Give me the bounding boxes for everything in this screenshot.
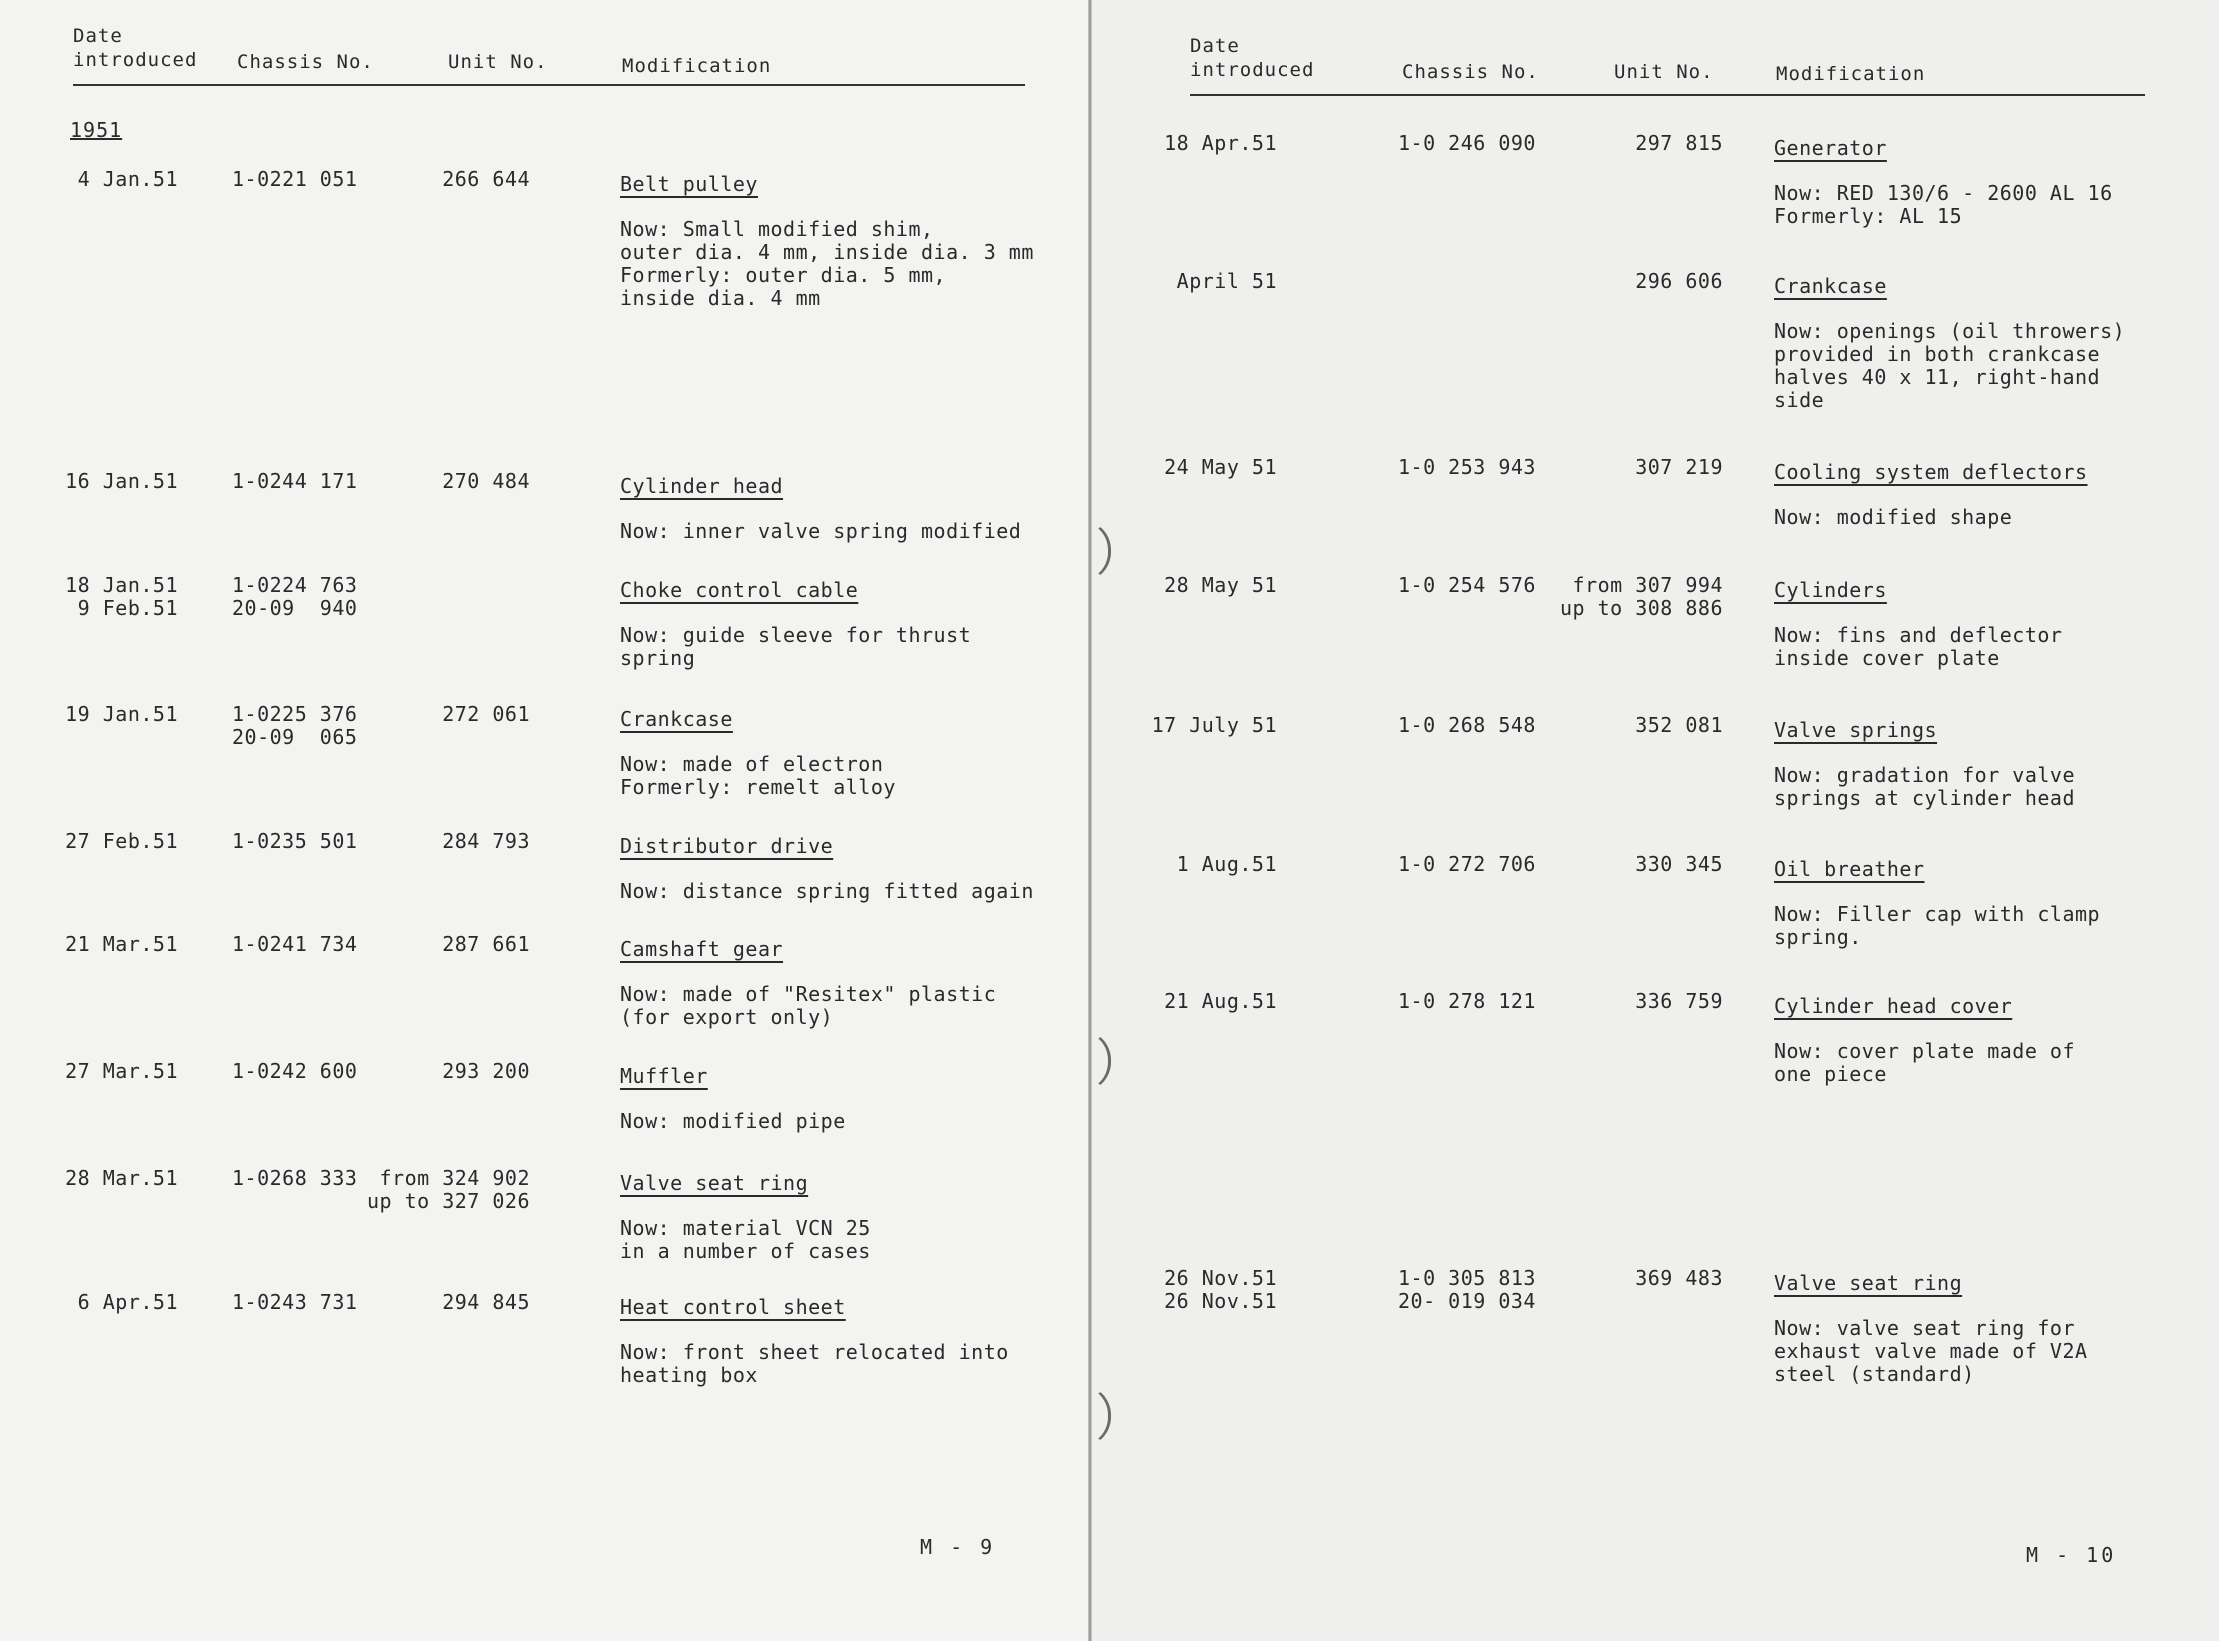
modification — [1774, 995, 2075, 1086]
modification-description: Now: fins and deflector inside cover plate — [1774, 623, 2063, 670]
unit-number: from 324 902 up to 327 026 — [366, 1166, 530, 1213]
chassis-number: 1-0 254 576 — [1398, 573, 1536, 597]
modification-description: Now: front sheet relocated into heating box — [620, 1340, 1009, 1387]
modification-description: Now: material VCN 25 in a number of cases — [620, 1216, 871, 1263]
date-introduced: 28 May 51 — [1164, 573, 1277, 597]
unit-number: 284 793 — [442, 829, 530, 853]
left-header-date: Date introduced — [73, 25, 198, 71]
chassis-number: 1-0241 734 — [232, 932, 358, 956]
modification-description: Now: made of electron Formerly: remelt alloy — [620, 752, 896, 799]
modification — [620, 1172, 871, 1263]
modification-description: Now: gradation for valve springs at cylinder head — [1774, 763, 2075, 810]
modification — [620, 708, 896, 799]
date-introduced: 27 Feb.51 — [65, 829, 178, 853]
chassis-number: 1-0244 171 — [232, 469, 358, 493]
right-header-rule — [1190, 94, 2145, 96]
date-introduced: 16 Jan.51 — [65, 469, 178, 493]
left-header-unit: Unit No. — [448, 51, 548, 73]
unit-number: 336 759 — [1635, 989, 1723, 1013]
modification-title: Generator — [1774, 136, 1887, 160]
chassis-number: 1-0224 763 20-09 940 — [232, 573, 358, 620]
modification-description: Now: valve seat ring for exhaust valve made of V2A steel (standard) — [1774, 1316, 2088, 1386]
date-introduced: 26 Nov.51 26 Nov.51 — [1164, 1266, 1277, 1313]
unit-number: 297 815 — [1635, 131, 1723, 155]
right-page-number: M - 10 — [2026, 1543, 2117, 1567]
modification-title: Muffler — [620, 1064, 708, 1088]
modification-description: Now: modified shape — [1774, 505, 2013, 529]
chassis-number: 1-0 268 548 — [1398, 713, 1536, 737]
date-introduced: 27 Mar.51 — [65, 1059, 178, 1083]
date-introduced: 21 Aug.51 — [1164, 989, 1277, 1013]
date-introduced: 17 July 51 — [1151, 713, 1277, 737]
modification — [1774, 1272, 2088, 1386]
modification — [1774, 137, 2113, 228]
unit-number: 272 061 — [442, 702, 530, 726]
chassis-number: 1-0235 501 — [232, 829, 358, 853]
modification-title: Belt pulley — [620, 172, 758, 196]
chassis-number: 1-0268 333 — [232, 1166, 358, 1190]
unit-number: 369 483 — [1635, 1266, 1723, 1290]
modification — [620, 938, 996, 1029]
modification — [620, 579, 971, 670]
modification-title: Valve seat ring — [1774, 1271, 1963, 1295]
modification-description: Now: made of "Resitex" plastic (for export only) — [620, 982, 997, 1029]
right-page — [1092, 0, 2219, 1641]
modification-title: Valve seat ring — [620, 1171, 809, 1195]
right-header-date: Date introduced — [1190, 35, 1315, 81]
modification — [1774, 275, 2125, 412]
chassis-number: 1-0 253 943 — [1398, 455, 1536, 479]
modification-description: Now: guide sleeve for thrust spring — [620, 623, 972, 670]
date-introduced: 19 Jan.51 — [65, 702, 178, 726]
modification-title: Choke control cable — [620, 578, 859, 602]
modification — [620, 475, 1021, 543]
modification-title: Crankcase — [1774, 274, 1887, 298]
right-header-chassis: Chassis No. — [1402, 61, 1539, 83]
unit-number: 296 606 — [1635, 269, 1723, 293]
date-introduced: 6 Apr.51 — [77, 1290, 178, 1314]
modification-description: Now: inner valve spring modified — [620, 519, 1022, 543]
left-header-modification: Modification — [622, 55, 772, 77]
modification-description: Now: modified pipe — [620, 1109, 846, 1133]
modification-description: Now: Small modified shim, outer dia. 4 mm, inside dia. 3 mm Formerly: outer dia. 5 mm, inside dia. 4 mm — [620, 217, 1034, 310]
unit-number: 293 200 — [442, 1059, 530, 1083]
chassis-number: 1-0225 376 20-09 065 — [232, 702, 358, 749]
modification-title: Camshaft gear — [620, 937, 784, 961]
date-introduced: 4 Jan.51 — [77, 167, 178, 191]
modification-title: Heat control sheet — [620, 1295, 846, 1319]
right-header-modification: Modification — [1776, 63, 1926, 85]
left-page-number: M - 9 — [920, 1535, 996, 1559]
date-introduced: 1 Aug.51 — [1176, 852, 1277, 876]
unit-number: 294 845 — [442, 1290, 530, 1314]
chassis-number: 1-0243 731 — [232, 1290, 358, 1314]
modification — [1774, 858, 2100, 949]
date-introduced: April 51 — [1176, 269, 1277, 293]
left-header-rule — [73, 84, 1025, 86]
modification-title: Oil breather — [1774, 857, 1925, 881]
modification — [1774, 461, 2088, 529]
modification-title: Valve springs — [1774, 718, 1938, 742]
date-introduced: 18 Jan.51 9 Feb.51 — [65, 573, 178, 620]
unit-number: 270 484 — [442, 469, 530, 493]
modification — [1774, 579, 2062, 670]
unit-number: 330 345 — [1635, 852, 1723, 876]
modification-title: Cylinder head — [620, 474, 784, 498]
chassis-number: 1-0242 600 — [232, 1059, 358, 1083]
left-year: 1951 — [70, 118, 123, 142]
modification-description: Now: Filler cap with clamp spring. — [1774, 902, 2101, 949]
chassis-number: 1-0 305 813 20- 019 034 — [1398, 1266, 1536, 1313]
unit-number: 266 644 — [442, 167, 530, 191]
modification-description: Now: RED 130/6 - 2600 AL 16 Formerly: AL 15 — [1774, 181, 2113, 228]
modification-description: Now: openings (oil throwers) provided in both crankcase halves 40 x 11, right-hand side — [1774, 319, 2126, 412]
unit-number: 287 661 — [442, 932, 530, 956]
modification — [620, 1065, 846, 1133]
modification — [620, 173, 1034, 310]
chassis-number: 1-0221 051 — [232, 167, 358, 191]
chassis-number: 1-0 246 090 — [1398, 131, 1536, 155]
unit-number: from 307 994 up to 308 886 — [1559, 573, 1723, 620]
unit-number: 352 081 — [1635, 713, 1723, 737]
left-header-chassis: Chassis No. — [237, 51, 374, 73]
modification-description: Now: cover plate made of one piece — [1774, 1039, 2075, 1086]
date-introduced: 21 Mar.51 — [65, 932, 178, 956]
modification-title: Cylinders — [1774, 578, 1887, 602]
chassis-number: 1-0 278 121 — [1398, 989, 1536, 1013]
modification — [1774, 719, 2075, 810]
modification-description: Now: distance spring fitted again — [620, 879, 1034, 903]
modification-title: Cylinder head cover — [1774, 994, 2013, 1018]
modification-title: Distributor drive — [620, 834, 834, 858]
date-introduced: 28 Mar.51 — [65, 1166, 178, 1190]
modification-title: Crankcase — [620, 707, 733, 731]
right-header-unit: Unit No. — [1614, 61, 1714, 83]
modification — [620, 835, 1034, 903]
unit-number: 307 219 — [1635, 455, 1723, 479]
chassis-number: 1-0 272 706 — [1398, 852, 1536, 876]
modification — [620, 1296, 1009, 1387]
date-introduced: 18 Apr.51 — [1164, 131, 1277, 155]
modification-title: Cooling system deflectors — [1774, 460, 2088, 484]
date-introduced: 24 May 51 — [1164, 455, 1277, 479]
